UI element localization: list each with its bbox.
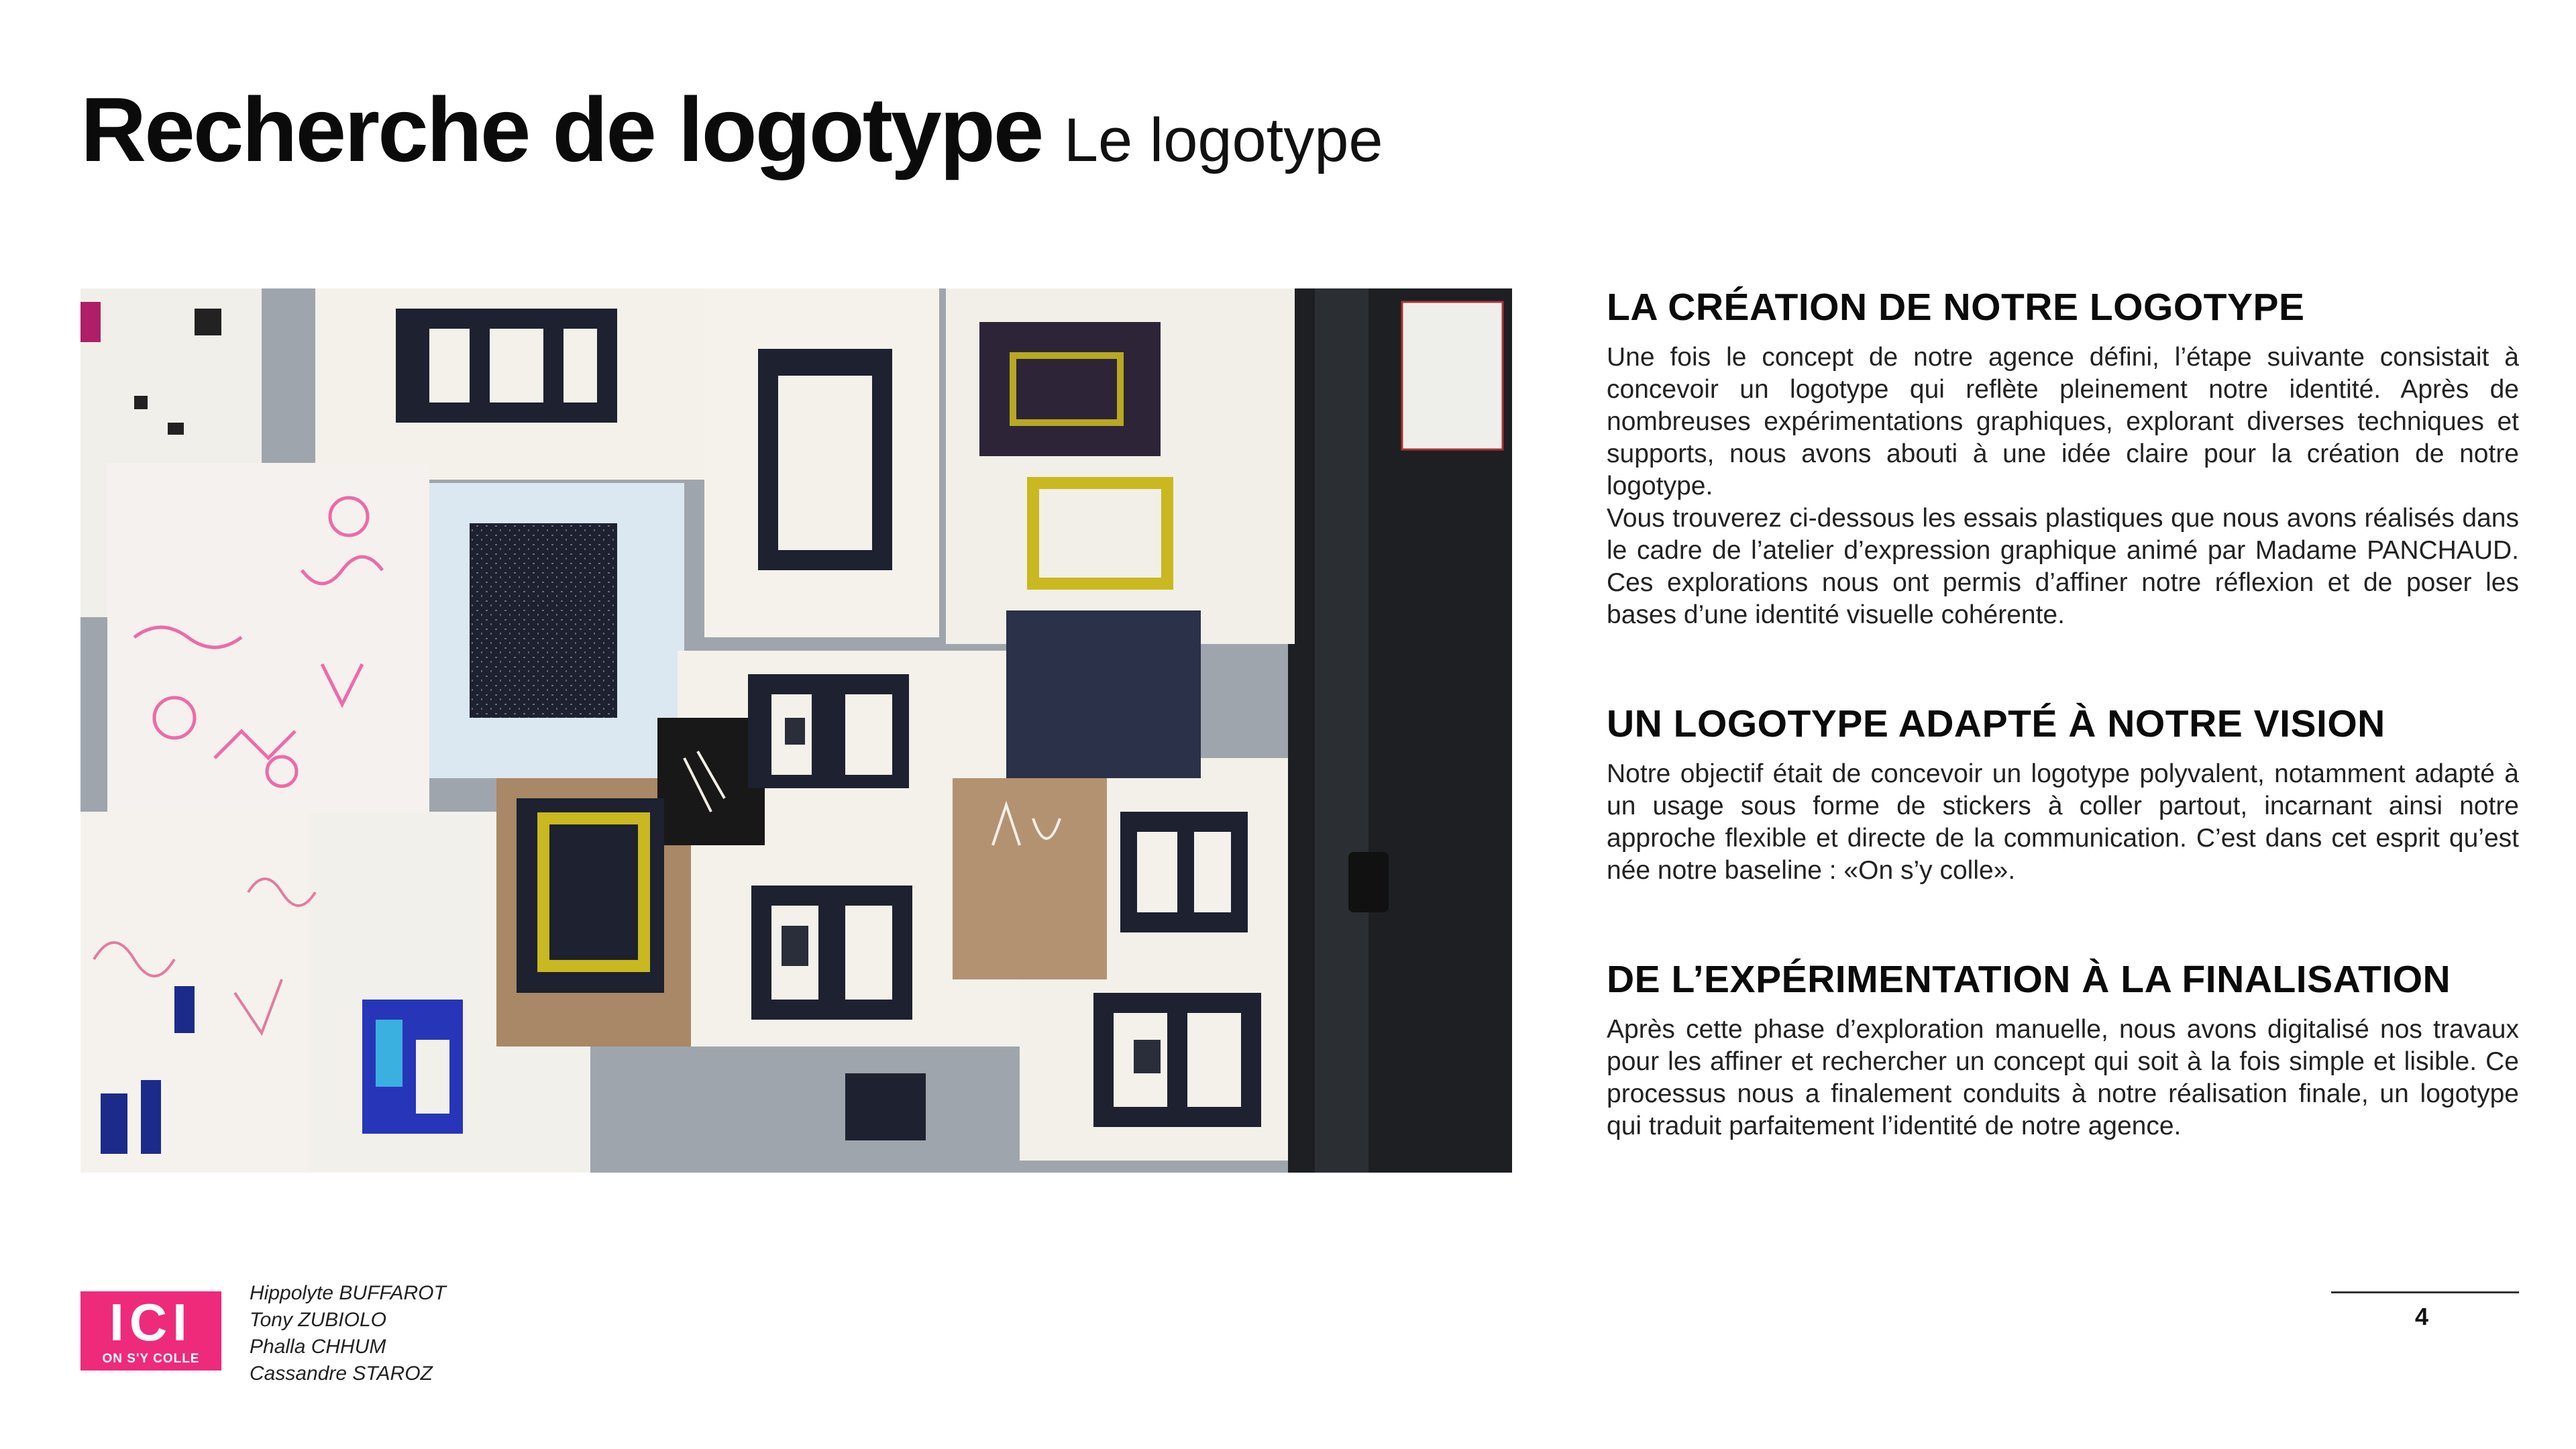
page-title-row xyxy=(80,77,1383,182)
section-heading: UN LOGOTYPE ADAPTÉ À NOTRE VISION xyxy=(1607,702,2385,745)
author-name: Phalla CHHUM xyxy=(250,1336,386,1358)
brand-logo xyxy=(80,1291,221,1371)
section-creation xyxy=(1607,285,2519,631)
section-finalisation xyxy=(1607,957,2519,1142)
author-name: Cassandre STAROZ xyxy=(250,1362,433,1385)
section-heading: DE L’EXPÉRIMENTATION À LA FINALISATION xyxy=(1607,958,2451,1001)
section-heading: LA CRÉATION DE NOTRE LOGOTYPE xyxy=(1607,286,2305,329)
author-name: Hippolyte BUFFAROT xyxy=(250,1282,446,1304)
page-number-divider xyxy=(2331,1291,2519,1293)
author-name: Tony ZUBIOLO xyxy=(250,1309,386,1331)
section-paragraph: Vous trouverez ci-dessous les essais plastiques que nous avons réalisés dans le cadre de l’atelier d’expression graphique animé par Madame PANCHAUD. Ces explorations nous ont permis d’affiner notre réflexion et de poser les bases d’une identité visuelle cohérente. xyxy=(1607,504,2519,629)
logo-baseline: ON S'Y COLLE xyxy=(102,1352,200,1366)
section-vision xyxy=(1607,702,2519,887)
logo-wordmark: ICI xyxy=(109,1293,193,1352)
section-paragraph: Une fois le concept de notre agence défini, l’étape suivante consistait à concevoir un logotype qui reflète pleinement notre identité. Après de nombreuses expérimentations graphiques, explorant diverses techniques et supports, nous avons abouti à une idée claire pour la création de notre logotype. xyxy=(1607,343,2519,500)
page-title: Recherche de logotype xyxy=(80,78,1042,180)
logo-experiments-photo xyxy=(80,288,1512,1173)
section-paragraph: Après cette phase d’exploration manuelle, nous avons digitalisé nos travaux pour les affiner et rechercher un concept qui soit à la fois simple et lisible. Ce processus nous a finalement conduits à notre réalisation finale, un logotype qui traduit parfaitement l’identité de notre agence. xyxy=(1607,1015,2519,1140)
page-subtitle: Le logotype xyxy=(1063,106,1383,174)
text-column xyxy=(1607,285,2519,1213)
authors-list xyxy=(250,1280,446,1387)
page-number: 4 xyxy=(2415,1303,2429,1330)
section-paragraph: Notre objectif était de concevoir un logotype polyvalent, notamment adapté à un usage sous forme de stickers à coller partout, incarnant ainsi notre approche flexible et directe de la communication. C’est dans cet esprit qu’est née notre baseline : «On s’y colle». xyxy=(1607,759,2519,885)
